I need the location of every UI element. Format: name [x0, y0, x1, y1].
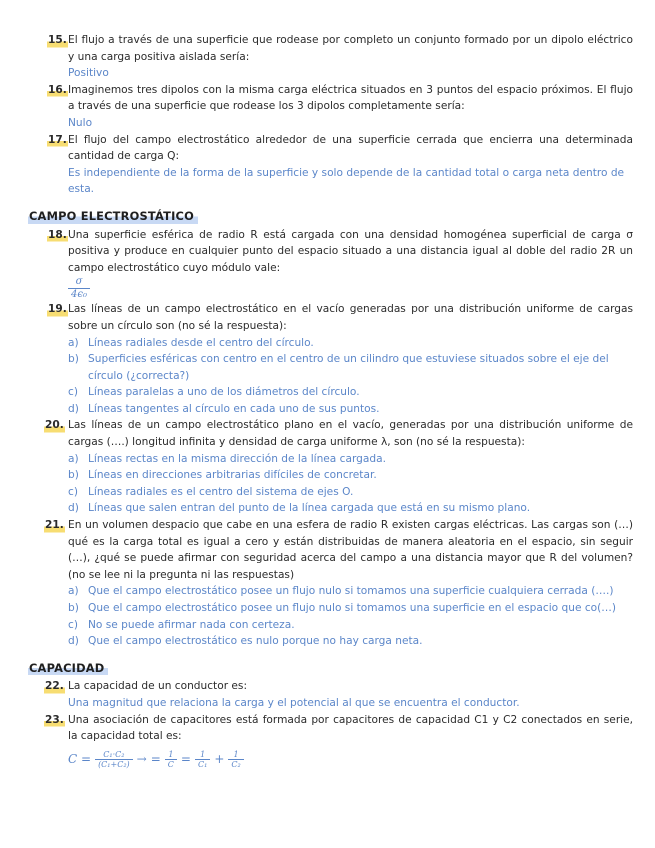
question-number: 16.: [47, 82, 68, 99]
question-number: 21.: [44, 517, 65, 534]
option-text: Líneas tangentes al círculo en cada uno de sus puntos.: [88, 402, 380, 415]
question-text: En un volumen despacio que cabe en una esfera de radio R existen cargas eléctricas. Las cargas son (…) qué es la carga total es igual a cero y están distribuidas de manera aleatoria en el espacio, sin seguir (…), ¿qué se puede afirmar con seguridad acerca del campo a una distancia mayor que R del volumen? (no se lee ni la pregunta ni las respuestas): [68, 519, 633, 581]
question-number: 17.: [47, 132, 68, 149]
option-letter: a): [68, 336, 79, 349]
formula-fraction-inverse-c2: [228, 750, 243, 769]
fraction-numerator: 1: [233, 750, 239, 760]
arrow-icon: →: [136, 752, 147, 767]
formula-equals: =: [150, 752, 161, 767]
option-text: Líneas rectas en la misma dirección de la línea cargada.: [88, 452, 386, 465]
fraction-denominator: 4ϵ₀: [68, 288, 90, 301]
options-20: [0, 451, 655, 517]
option-item: [68, 335, 633, 352]
option-text: Superficies esféricas con centro en el centro de un cilindro que estuviese situados sobre el eje del círculo (¿correcta?): [88, 353, 609, 382]
fraction-numerator: σ: [75, 276, 83, 288]
option-item: [68, 467, 633, 484]
option-text: Que el campo electrostático posee un flujo nulo si tomamos una superficie en el espacio que co(…): [88, 602, 616, 614]
question-number: 18.: [47, 227, 68, 244]
option-letter: c): [68, 386, 78, 399]
option-letter: b): [68, 353, 79, 366]
option-letter: d): [68, 635, 79, 648]
question-text: El flujo del campo electrostático alrededor de una superficie cerrada que encierra una determinada cantidad de carga Q:: [68, 133, 633, 163]
fraction-denominator: C₁: [195, 759, 210, 769]
option-item: [68, 351, 633, 384]
option-letter: b): [68, 602, 79, 614]
question-15: [0, 32, 655, 65]
option-item: [68, 500, 633, 517]
question-text: Una superficie esférica de radio R está cargada con una densidad homogénea superficial de carga σ positiva y produce en cualquier punto del espacio situado a una distancia igual al doble del radio 2R un campo electrostático cuyo módulo vale:: [68, 228, 633, 274]
answer-18: [0, 276, 655, 301]
option-item: [68, 451, 633, 468]
fraction-denominator: (C₁+C₂): [95, 759, 133, 769]
options-21: [0, 583, 655, 649]
option-letter: c): [68, 485, 78, 498]
section-heading-capacidad: CAPACIDAD: [28, 660, 108, 677]
fraction-denominator: C₂: [228, 759, 243, 769]
option-letter: d): [68, 502, 79, 515]
option-letter: a): [68, 452, 79, 465]
option-text: Líneas que salen entran del punto de la línea cargada que está en su mismo plano.: [88, 502, 531, 515]
option-letter: d): [68, 402, 79, 415]
fraction-numerator: C₁·C₂: [103, 750, 125, 760]
option-letter: a): [68, 585, 79, 598]
question-19: [0, 301, 655, 334]
option-item: [68, 484, 633, 501]
question-number: 19.: [47, 301, 68, 318]
fraction-numerator: 1: [168, 750, 174, 760]
formula-plus: +: [214, 752, 225, 767]
option-text: Que el campo electrostático es nulo porque no hay carga neta.: [88, 635, 423, 648]
question-number: 23.: [44, 712, 65, 729]
option-item: [68, 583, 633, 600]
option-text: Que el campo electrostático posee un flujo nulo si tomamos una superficie cualquiera cerrada (….): [88, 585, 614, 598]
section-heading-campo: CAMPO ELECTROSTÁTICO: [28, 208, 198, 225]
option-item: [68, 633, 633, 650]
question-number: 22.: [44, 678, 65, 695]
option-item: [68, 617, 633, 634]
option-item: [68, 384, 633, 401]
question-number: 15.: [47, 32, 68, 49]
answer-23-formula: [0, 745, 655, 775]
formula-fraction-product: [95, 750, 133, 769]
question-16: [0, 82, 655, 115]
question-18: [0, 227, 655, 277]
answer-fraction: [68, 276, 90, 301]
question-17: [0, 132, 655, 165]
formula-equals: =: [180, 752, 191, 767]
formula-fraction-inverse-c1: [195, 750, 210, 769]
answer-17: Es independiente de la forma de la superficie y solo depende de la cantidad total o carga neta dentro de esta.: [68, 166, 625, 196]
question-text: Una asociación de capacitores está formada por capacitores de capacidad C1 y C2 conectados en serie, la capacidad total es:: [68, 713, 633, 743]
formula-lhs: C =: [68, 752, 92, 767]
option-item: [68, 600, 633, 617]
options-19: [0, 335, 655, 418]
question-text: Las líneas de un campo electrostático plano en el vacío, generadas por una distribución uniforme de cargas (….) longitud infinita y densidad de carga uniforme λ, son (no sé la respuesta):: [68, 419, 633, 449]
question-20: [0, 417, 655, 450]
fraction-numerator: 1: [200, 750, 206, 760]
question-text: El flujo a través de una superficie que rodease por completo un conjunto formado por un dipolo eléctrico y una carga positiva aislada sería:: [68, 34, 633, 63]
option-text: Líneas en direcciones arbitrarias difíciles de concretar.: [88, 469, 377, 482]
option-text: Líneas paralelas a uno de los diámetros del círculo.: [88, 386, 360, 399]
option-text: Líneas radiales desde el centro del círculo.: [88, 336, 314, 349]
option-letter: b): [68, 469, 79, 482]
question-22: [0, 678, 655, 695]
answer-15: Positivo: [68, 67, 109, 80]
question-21: [0, 517, 655, 583]
answer-22: Una magnitud que relaciona la carga y el potencial al que se encuentra el conductor.: [68, 696, 520, 709]
option-text: No se puede afirmar nada con certeza.: [88, 618, 295, 631]
fraction-denominator: C: [165, 759, 177, 769]
answer-16: Nulo: [68, 116, 93, 129]
question-text: La capacidad de un conductor es:: [68, 680, 248, 693]
question-number: 20.: [44, 417, 65, 434]
option-letter: c): [68, 618, 78, 631]
question-23: [0, 712, 655, 745]
option-text: Líneas radiales es el centro del sistema de ejes O.: [88, 485, 354, 498]
option-item: [68, 401, 633, 418]
question-text: Las líneas de un campo electrostático en el vacío generadas por una distribución uniforme de cargas sobre un círculo son (no sé la respuesta):: [68, 303, 633, 332]
question-text: Imaginemos tres dipolos con la misma carga eléctrica situados en 3 puntos del espacio próximos. El flujo a través de una superficie que rodease los 3 dipolos completamente sería:: [68, 83, 633, 113]
formula-fraction-inverse-c: [165, 750, 177, 769]
